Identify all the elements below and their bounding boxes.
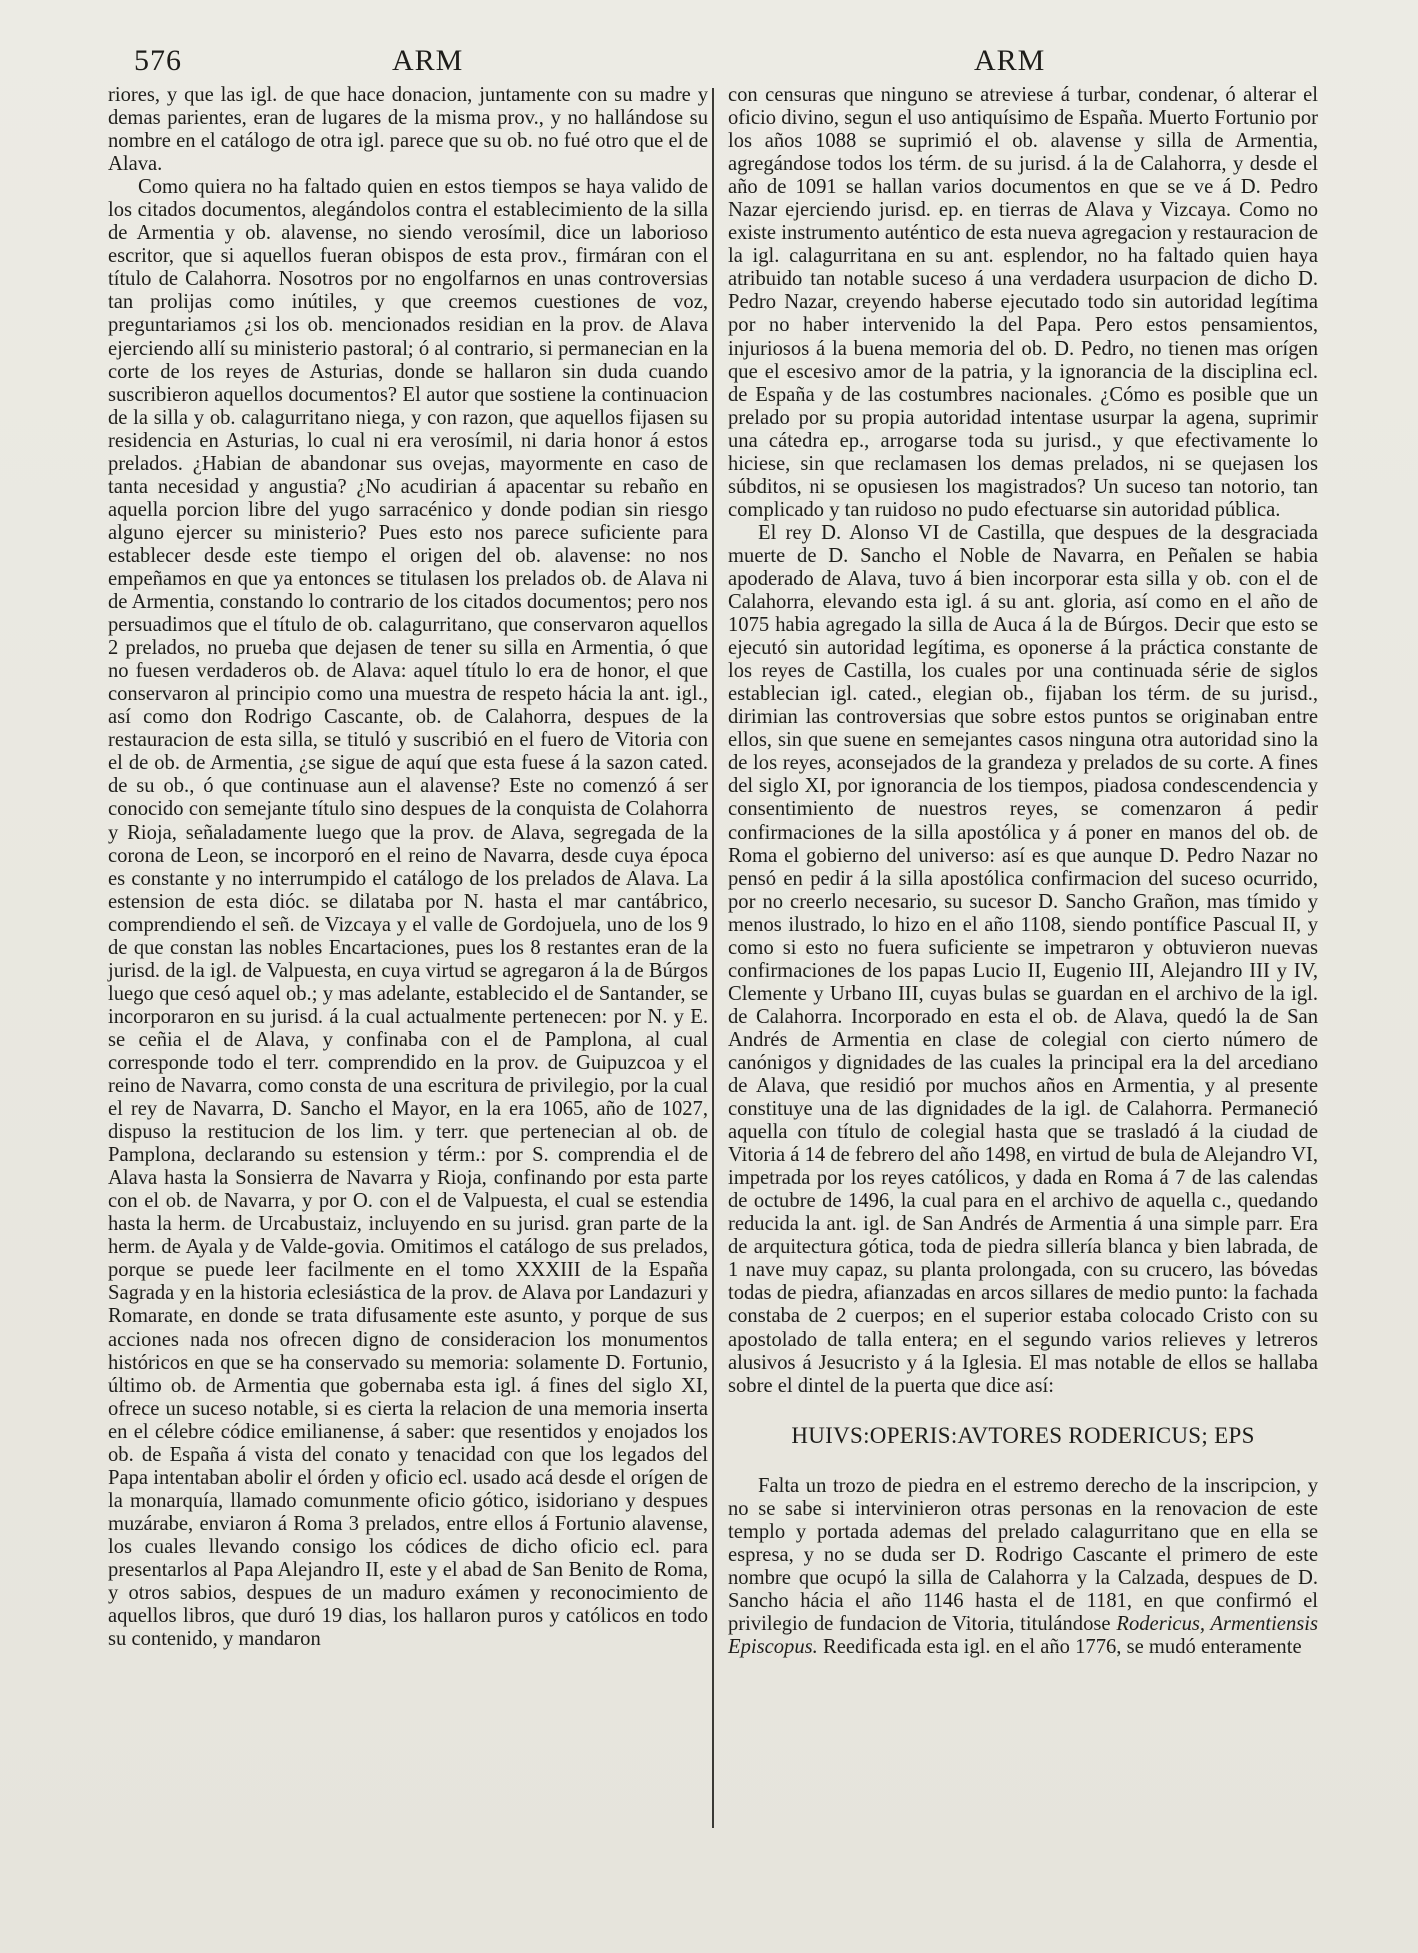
left-running-head: ARM bbox=[392, 44, 464, 77]
right-running-head: ARM bbox=[974, 44, 1046, 77]
right-paragraph-1: con censuras que ninguno se atreviese á turbar, condenar, ó alterar el oficio divino, segun el uso antiquísimo de España. Muerto Fortunio por los años 1088 se suprimió el ob. alavense y silla de Armentia, agregándose todos los térm. de su jurisd. á la de Calahorra, y desde el año de 1091 se hallan varios documentos en que se ve á D. Pedro Nazar ejerciendo jurisd. ep. en tierras de Alava y Vizcaya. Como no existe instrumento auténtico de esta nueva agregacion y restauracion de la igl. calagurritana en su ant. esplendor, no ha faltado quien haya atribuido tan notable suceso á una verdadera usurpacion de dicho D. Pedro Nazar, creyendo haberse ejecutado todo sin autoridad legítima por no haber intervenido la del Papa. Pero estos pensamientos, injuriosos á la buena memoria del ob. D. Pedro, no tienen mas orígen que el escesivo amor de la patria, y la ignorancia de la disciplina ecl. de España y de las costumbres nacionales. ¿Cómo es posible que un prelado por su propia autoridad intentase usurpar la agena, suprimir una cátedra ep., arrogarse toda su jurisd., y que efectivamente lo hiciese, sin que reclamasen los demas prelados, ni se quejasen los súbditos, ni se opusiesen los magistrados? Un suceso tan notorio, tan complicado y tan ruidoso no pudo efectuarse sin autoridad pública. bbox=[728, 84, 1318, 521]
left-paragraph-1: riores, y que las igl. de que hace donacion, juntamente con su madre y demas parientes, eran de lugares de la misma prov., y no hallándose su nombre en el catálogo de otra igl. parece que su ob. no fué otro que el de Alava. bbox=[108, 84, 708, 176]
left-paragraph-2: Como quiera no ha faltado quien en estos tiempos se haya valido de los citados documentos, alegándolos contra el establecimiento de la silla de Armentia y ob. alavense, no siendo verosímil, dice un laborioso escritor, que si aquellos fueran obispos de esta prov., firmáran con el título de Calahorra. Nosotros por no engolfarnos en unas controversias tan prolijas como inútiles, y que creemos cuestiones de voz, preguntariamos ¿si los ob. mencionados residian en la prov. de Alava ejerciendo allí su ministerio pastoral; ó al contrario, si permanecian en la corte de los reyes de Asturias, donde se hallaron sin duda cuando suscribieron aquellos documentos? El autor que sostiene la continuacion de la silla y ob. calagurritano niega, y con razon, que aquellos fijasen su residencia en Asturias, lo cual ni era verosímil, ni daria honor á estos prelados. ¿Habian de abandonar sus ovejas, mayormente en caso de tanta necesidad y angustia? ¿No acudirian á apacentar su rebaño en aquella porcion libre del yugo sarracénico y donde podian sin riesgo alguno ejercer su ministerio? Pues esto nos parece suficiente para establecer desde este tiempo el origen del ob. alavense: no nos empeñamos en que ya entonces se titulasen los prelados ob. de Alava ni de Armentia, constando lo contrario de los citados documentos; pero nos persuadimos que el título de ob. calagurritano, que conservaron aquellos 2 prelados, no prueba que dejasen de tener su silla en Armentia, ó que no fuesen verdaderos ob. de Alava: aquel título lo era de honor, el que conservaron al principio como una muestra de respeto hácia la ant. igl., así como don Rodrigo Cascante, ob. de Calahorra, despues de la restauracion de esta silla, se tituló y suscribió en el fuero de Vitoria con el de ob. de Armentia, ¿se sigue de aquí que esta fuese á la sazon cated. de su ob., ó que continuase aun el alavense? Este no comenzó á ser conocido con semejante título sino despues de la conquista de Colahorra y Rioja, señaladamente luego que la prov. de Alava, segregada de la corona de Leon, se incorporó en el reino de Navarra, desde cuya época es constante y no interrumpido el catálogo de los prelados de Alava. La estension de esta dióc. se dilataba por N. hasta el mar cantábrico, comprendiendo el señ. de Vizcaya y el valle de Gordojuela, uno de los 9 de que constan las nobles Encartaciones, pues los 8 restantes eran de la jurisd. de la igl. de Valpuesta, en cuya virtud se agregaron á la de Búrgos luego que cesó aquel ob.; y mas adelante, establecido el de Santander, se incorporaron en su jurisd. á la cual actualmente pertenecen: por N. y E. se ceñia el de Alava, y confinaba con el de Pamplona, al cual corresponde todo el terr. comprendido en la prov. de Guipuzcoa y el reino de Navarra, como consta de una escritura de privilegio, por la cual el rey de Navarra, D. Sancho el Mayor, en la era 1065, año de 1027, dispuso la restitucion de los lim. y terr. que pertenecian al ob. de Pamplona, declarando su estension y térm.: por S. comprendia el de Alava hasta la Sonsierra de Navarra y Rioja, confinando por esta parte con el ob. de Navarra, y por O. con el de Valpuesta, el cual se estendia hasta la herm. de Urcabustaiz, incluyendo en su jurisd. gran parte de la herm. de Ayala y de Valde-govia. Omitimos el catálogo de sus prelados, porque se puede leer facilmente en el tomo XXXIII de la España Sagrada y en la historia eclesiástica de la prov. de Alava por Landazuri y Romarate, en donde se trata difusamente este asunto, y porque de sus acciones nada nos ofrecen digno de consideracion los monumentos históricos en que se ha conservado su memoria: solamente D. Fortunio, último ob. de Armentia que gobernaba esta igl. á fines del siglo XI, ofrece un suceso notable, si es cierta la relacion de una memoria inserta en el célebre códice emilianense, á saber: que resentidos y enojados los ob. de España á vista del conato y tenacidad con que los legados del Papa intentaban abolir el órden y oficio ecl. usado acá desde el orígen de la monarquía, llamado comunmente oficio gótico, isidoriano y despues muzárabe, enviaron á Roma 3 prelados, entre ellos á Fortunio alavense, los cuales llevando consigo los códices de dicho oficio ecl. para presentarlos al Papa Alejandro II, este y el abad de San Benito de Roma, y otros sabios, despues de un maduro exámen y reconocimiento de aquellos libros, que duró 19 dias, los hallaron puros y católicos en todo su contenido, y mandaron bbox=[108, 176, 708, 1651]
paragraph-3-text-a: Falta un trozo de piedra en el estremo derecho de la inscripcion, y no se sabe si intervinieron otras personas en la renovacion de este templo y portada ademas del prelado calagurritano que en ella se espresa, y no se duda ser D. Rodrigo Cascante el primero de este nombre que ocupó la silla de Calahorra y la Calzada, despues de D. Sancho hácia el año 1146 hasta el de 1181, en que confirmó el privilegio de fundacion de Vitoria, titulándose bbox=[728, 1474, 1318, 1635]
running-head bbox=[0, 44, 1418, 84]
left-column bbox=[108, 84, 708, 1651]
right-paragraph-2: El rey D. Alonso VI de Castilla, que despues de la desgraciada muerte de D. Sancho el Noble de Navarra, en Peñalen se habia apoderado de Alava, tuvo á bien incorporar esta silla y ob. con el de Calahorra, elevando esta igl. á su ant. gloria, así como en el año de 1075 habia agregado la silla de Auca á la de Búrgos. Decir que esto se ejecutó sin autoridad legítima, es oponerse á la práctica constante de los reyes de Castilla, los cuales por una continuada série de siglos establecian igl. cated., elegian ob., fijaban los térm. de su jurisd., dirimian las controversias que sobre estos puntos se originaban entre ellos, sin que suene en semejantes casos ninguna otra autoridad sino la de los reyes, aconsejados de la grandeza y prelados de su corte. A fines del siglo XI, por ignorancia de los tiempos, piadosa condescendencia y consentimiento de nuestros reyes, se comenzaron á pedir confirmaciones de la silla apostólica y á poner en manos del ob. de Roma el gobierno del universo: así es que aunque D. Pedro Nazar no pensó en pedir á la silla apostólica confirmacion del suceso ocurrido, por no creerlo necesario, su sucesor D. Sancho Grañon, mas tímido y menos ilustrado, lo hizo en el año 1108, siendo pontífice Pascual II, y como si esto no fuera suficiente se impetraron y obtuvieron nuevas confirmaciones de los papas Lucio II, Eugenio III, Alejandro III y IV, Clemente y Urbano III, cuyas bulas se guardan en el archivo de la igl. de Calahorra. Incorporado en esta el ob. de Alava, quedó la de San Andrés de Armentia en clase de colegial con cierto número de canónigos y dignidades de las cuales la principal era la del arcediano de Alava, que residió por muchos años en Armentia, y al presente constituye una de las dignidades de la igl. de Calahorra. Permaneció aquella con título de colegial hasta que se trasladó á la ciudad de Vitoria á 14 de febrero del año 1498, en virtud de bula de Alejandro VI, impetrada por los reyes católicos, y dada en Roma á 7 de las calendas de octubre de 1496, la cual para en el archivo de aquella c., quedando reducida la ant. igl. de San Andrés de Armentia á una simple parr. Era de arquitectura gótica, toda de piedra sillería blanca y bien labrada, de 1 nave muy capaz, su planta prolongada, con su crucero, las bóvedas todas de piedra, afianzadas en arcos sillares de medio punto: la fachada constaba de 2 cuerpos; en el superior estaba colocado Cristo con su apostolado de talla entera; en el segundo varios relieves y letreros alusivos á Jesucristo y á la Iglesia. El mas notable de ellos se hallaba sobre el dintel de la puerta que dice así: bbox=[728, 521, 1318, 1397]
paragraph-3-text-b: Reedificada esta igl. en el año 1776, se mudó enteramente bbox=[817, 1636, 1302, 1659]
inscription-text: HUIVS:OPERIS:AVTORES RODERICUS; EPS bbox=[791, 1422, 1255, 1448]
right-column bbox=[728, 84, 1318, 1659]
page-number: 576 bbox=[134, 44, 182, 77]
column-divider bbox=[712, 88, 714, 1828]
bishop-title-italic: Rodericus, Armentiensis Episcopus. bbox=[728, 1613, 1318, 1659]
right-paragraph-3 bbox=[728, 1475, 1318, 1659]
